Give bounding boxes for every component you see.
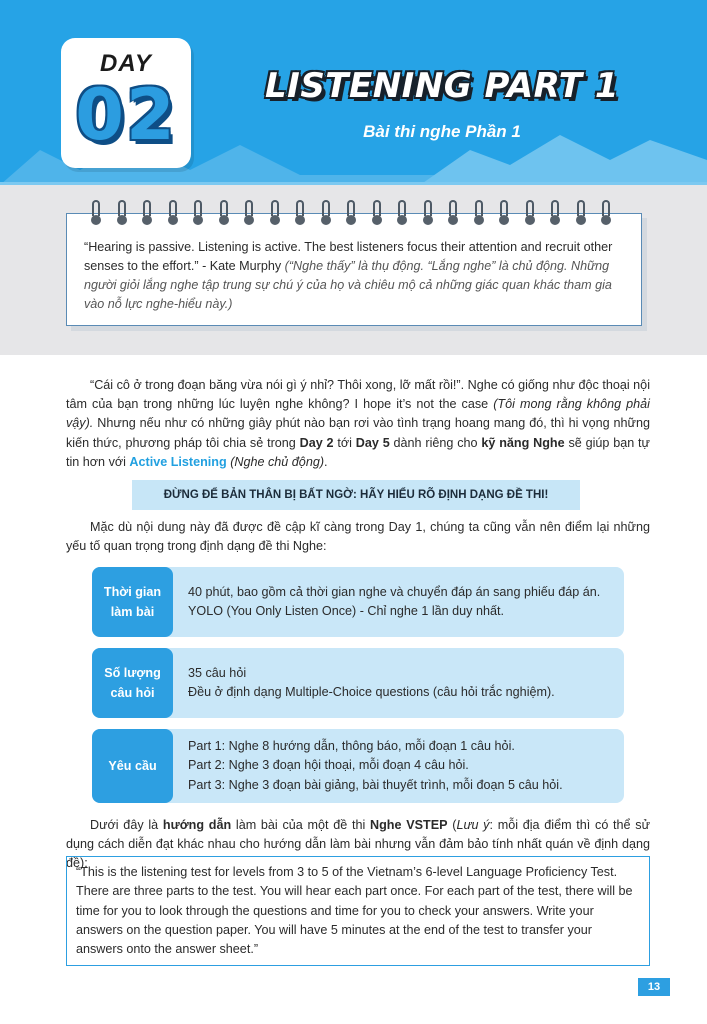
content-line: Đều ở định dạng Multiple-Choice questions (câu hỏi trắc nghiệm). <box>188 685 555 699</box>
notebook-ring-icon <box>448 200 458 226</box>
notebook-ring-icon <box>270 200 280 226</box>
content-line: Part 2: Nghe 3 đoạn hội thoại, mỗi đoạn 4 câu hỏi. <box>188 758 469 773</box>
guide-bold: Nghe VSTEP <box>370 818 448 832</box>
notebook-ring-icon <box>525 200 535 226</box>
active-listening-translation: (Nghe chủ động) <box>226 454 325 469</box>
label-line: Yêu cầu <box>108 759 157 773</box>
quote-vietnamese: (“Nghe thấy” là thụ động. “Lắng nghe” là chủ động. Những người giỏi lắng nghe tập trung sự chú ý của họ và chiêu mộ cả những giác quan khác tham gia vào nỗ lực nghe-hiểu này.) <box>84 259 612 311</box>
content-line: YOLO (You Only Listen Once) - Chỉ nghe 1 lần duy nhất. <box>188 604 504 618</box>
format-intro: Mặc dù nội dung này đã được đề cập kĩ càng trong Day 1, chúng ta cũng vẫn nên điểm lại những yếu tố quan trọng trong định dạng đề thi Nghe: <box>66 520 650 554</box>
label-line: câu hỏi <box>110 686 155 700</box>
notebook-rings <box>91 200 621 230</box>
content-line: 35 câu hỏi <box>188 665 247 680</box>
chapter-title: LISTENING PART 1 <box>265 66 619 106</box>
notebook-ring-icon <box>117 200 127 226</box>
intro-day2: Day 2 <box>299 435 334 450</box>
content-line: 40 phút, bao gồm cả thời gian nghe và chuyển đáp án sang phiếu đáp án. <box>188 584 601 599</box>
notebook-ring-icon <box>91 200 101 226</box>
intro-text-5: sẽ giúp bạn tự tin hơn với <box>66 435 650 469</box>
notebook-ring-icon <box>601 200 611 226</box>
intro-text-3: tới <box>333 435 356 450</box>
intro-skill: kỹ năng Nghe <box>481 435 565 450</box>
quote-author: - Kate Murphy <box>198 259 285 273</box>
guide-note-label: Lưu ý <box>456 818 490 832</box>
guide-text: Dưới đây là <box>90 818 163 832</box>
intro-text-4: dành riêng cho <box>389 435 482 450</box>
format-row-content <box>188 567 612 637</box>
format-row-questions <box>92 648 624 718</box>
intro-text-2: Nhưng nếu như có những giây phút nào bạn rơi vào tình trạng hoang mang đó, thì hi vọng những kiến thức, phương pháp tôi chia sẻ trong <box>66 416 650 450</box>
active-listening-term: Active Listening <box>129 454 227 469</box>
intro-day5: Day 5 <box>355 435 390 450</box>
guide-bold: hướng dẫn <box>162 818 232 832</box>
day-label: DAY <box>100 50 152 77</box>
notebook-ring-icon <box>321 200 331 226</box>
guide-text: làm bài của một đề thi <box>231 818 370 832</box>
notebook-ring-icon <box>397 200 407 226</box>
day-number: 02 <box>75 74 177 156</box>
chapter-subtitle: Bài thi nghe Phần 1 <box>363 122 521 141</box>
format-row-content <box>188 648 612 718</box>
label-line: làm bài <box>110 605 155 619</box>
section-banner: ĐỪNG ĐỂ BẢN THÂN BỊ BẤT NGỜ: HÃY HIỂU RÕ ĐỊNH DẠNG ĐỀ THI! <box>132 480 580 510</box>
format-row-time <box>92 567 624 637</box>
intro-italic-1: (Tôi mong rằng không phải vậy). <box>66 397 650 431</box>
content-line: Part 3: Nghe 3 đoạn bài giảng, bài thuyết trình, mỗi đoạn 5 câu hỏi. <box>188 777 563 792</box>
test-instruction-box: “This is the listening test for levels from 3 to 5 of the Vietnam’s 6-level Language Proficiency Test. There are three parts to the test. You will hear each part once. For each part of the test, there will be time for you to look through the questions and time for you to check your answers. Write your answers on the question paper. You will have 5 minutes at the end of the test to transfer your answers onto the answer sheet.” <box>66 856 650 966</box>
content-line: Part 1: Nghe 8 hướng dẫn, thông báo, mỗi đoạn 1 câu hỏi. <box>188 738 515 753</box>
format-row-label <box>92 729 173 803</box>
notebook-ring-icon <box>346 200 356 226</box>
notebook-ring-icon <box>474 200 484 226</box>
notebook-ring-icon <box>423 200 433 226</box>
guide-text: : mỗi địa điểm thì có thể sử dụng cách diễn đạt khác nhau cho hướng dẫn làm bài nhưng vẫn đảm bảo tính nhất quán về định dạng đề): <box>66 818 651 871</box>
intro-text-6: . <box>324 454 328 469</box>
notebook-ring-icon <box>550 200 560 226</box>
notebook-ring-icon <box>576 200 586 226</box>
intro-text-1: “Cái cô ở trong đoạn băng vừa nói gì ý nhỉ? Thôi xong, lỡ mất rồi!”. Nghe có giống như độc thoại nội tâm của bạn trong những lúc luyện nghe không? I hope it’s not the case <box>66 378 650 412</box>
chapter-header <box>0 0 707 185</box>
notebook-ring-icon <box>295 200 305 226</box>
intro-paragraph <box>66 376 650 472</box>
format-row-label <box>92 567 173 637</box>
label-line: Số lượng <box>104 666 161 680</box>
format-row-content <box>188 729 612 803</box>
label-line: Thời gian <box>103 585 162 599</box>
page-number: 13 <box>638 978 670 996</box>
format-row-label <box>92 648 173 718</box>
quote-english: “Hearing is passive. Listening is active. The best listeners focus their attention and recruit other senses to the effort.” <box>84 240 613 273</box>
quote-text <box>84 238 626 314</box>
format-row-requirements <box>92 729 624 803</box>
guide-text: ( <box>447 818 457 832</box>
notebook-ring-icon <box>499 200 509 226</box>
notebook-ring-icon <box>219 200 229 226</box>
notebook-ring-icon <box>168 200 178 226</box>
notebook-ring-icon <box>142 200 152 226</box>
notebook-ring-icon <box>244 200 254 226</box>
notebook-ring-icon <box>193 200 203 226</box>
day-badge <box>61 38 191 168</box>
notebook-ring-icon <box>372 200 382 226</box>
